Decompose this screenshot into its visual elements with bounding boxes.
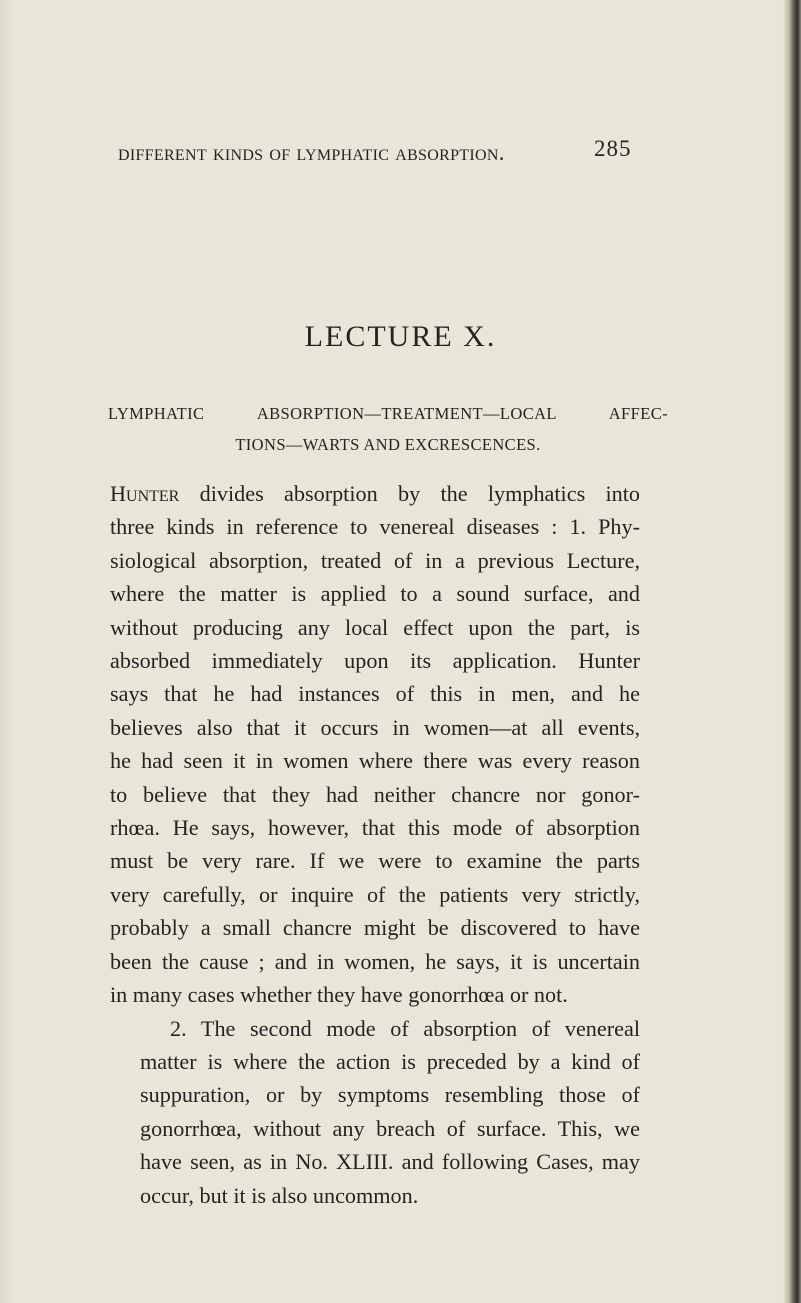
page-number: 285 [594,136,632,161]
text-line: gonorrhœa, without any breach of surface. This, we [140,1115,640,1141]
text-line: siological absorption, treated of in a previous Lecture, [110,547,640,573]
text-line: where the matter is applied to a sound surface, and [110,581,640,607]
summary-line-2: TIONS—WARTS AND EXCRESCENCES. [235,435,541,454]
text-line: have seen, as in No. XLIII. and following Cases, may [140,1149,640,1175]
text-line: suppuration, or by symptoms resembling those of [140,1082,640,1108]
lecture-title: LECTURE X. [304,320,497,353]
text-line: says that he had instances of this in men, and he [110,681,640,707]
body-text [110,477,640,1212]
text-line: he had seen it in women where there was every reason [110,748,640,774]
text-line: very carefully, or inquire of the patients very strictly, [110,881,640,907]
text-line: 2. The second mode of absorption of venereal [170,1015,640,1041]
page-left-edge [0,0,14,1303]
running-head-title: different kinds of lymphatic absorption. [118,140,505,165]
opening-word: Hunter [110,481,180,506]
text-line: Hunter divides absorption by the lymphatics into [110,481,641,506]
binding-edge [783,0,801,1303]
text-line: matter is where the action is preceded by a kind of [140,1048,640,1074]
text-line: in many cases whether they have gonorrhœa or not. [110,982,568,1008]
summary-line-1: LYMPHATIC ABSORPTION—TREATMENT—LOCAL AFFEC- [108,404,668,423]
text-line: believes also that it occurs in women—at all events, [110,714,640,740]
text-line: occur, but it is also uncommon. [140,1182,419,1208]
paragraph-1 [110,477,640,1012]
running-head [118,140,638,166]
text-line: been the cause ; and in women, he says, it is uncertain [110,948,640,974]
text-line: absorbed immediately upon its application. Hunter [110,648,640,674]
chapter-summary [108,398,668,460]
text-line: probably a small chancre might be discovered to have [110,915,640,941]
text-line: without producing any local effect upon the part, is [110,614,640,640]
text-line: to believe that they had neither chancre nor gonor- [110,781,640,807]
paragraph-2 [110,1012,640,1212]
text-line: must be very rare. If we were to examine the parts [110,848,640,874]
text-line: rhœa. He says, however, that this mode of absorption [110,815,640,841]
text-line: three kinds in reference to venereal diseases : 1. Phy- [110,514,640,540]
